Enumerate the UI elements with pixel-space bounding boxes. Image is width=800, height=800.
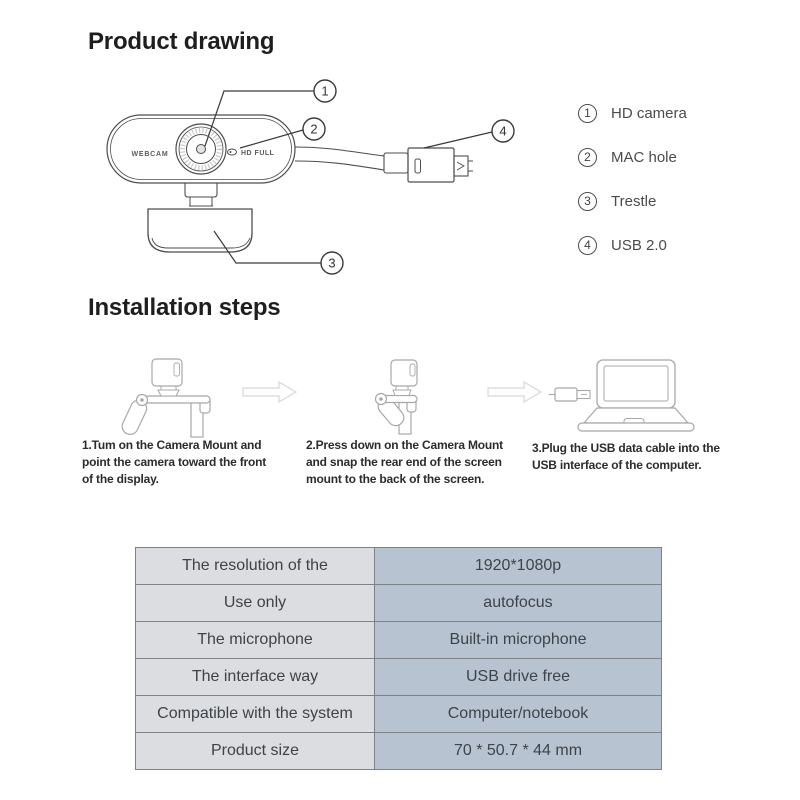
- webcam-trestle-inner-line: [152, 238, 250, 248]
- legend-number-badge: 2: [578, 148, 597, 167]
- arrow-right-icon: [243, 382, 296, 402]
- webcam-brand-label: WEBCAM: [131, 151, 169, 158]
- caption-line: 2.Press down on the Camera Mount: [306, 438, 503, 452]
- product-drawing-heading: Product drawing: [88, 28, 275, 55]
- spec-value: 1920*1080p: [375, 548, 662, 585]
- legend-number-badge: 4: [578, 236, 597, 255]
- caption-line: mount to the back of the screen.: [306, 472, 485, 486]
- legend-number-badge: 3: [578, 192, 597, 211]
- table-row: [136, 659, 662, 696]
- spec-table: [135, 547, 662, 770]
- webcam-neck: [185, 183, 217, 197]
- webcam-drawing: [107, 115, 473, 252]
- legend-item-hd-camera: [578, 103, 687, 123]
- spec-label: Product size: [136, 733, 375, 770]
- step2-illustration: [375, 360, 417, 434]
- caption-line: and snap the rear end of the screen: [306, 455, 502, 469]
- usb-plug-icon: [549, 388, 590, 401]
- legend-label: MAC hole: [611, 148, 677, 166]
- laptop-icon: [578, 360, 694, 431]
- step3-caption: [532, 440, 758, 474]
- spec-value: USB drive free: [375, 659, 662, 696]
- caption-line: 1.Tum on the Camera Mount and: [82, 438, 262, 452]
- spec-value: 70 * 50.7 * 44 mm: [375, 733, 662, 770]
- spec-label: Compatible with the system: [136, 696, 375, 733]
- caption-line: point the camera toward the front: [82, 455, 267, 469]
- callout-1-number: 1: [321, 83, 329, 99]
- spec-label: Use only: [136, 585, 375, 622]
- webcam-lens: [176, 124, 226, 174]
- step3-illustration: [549, 360, 694, 431]
- arrow-right-icon: [488, 382, 541, 402]
- table-row: [136, 696, 662, 733]
- legend-item-trestle: [578, 191, 687, 211]
- caption-line: of the display.: [82, 472, 159, 486]
- lens-aperture: [197, 145, 206, 154]
- legend-number-badge: 1: [578, 104, 597, 123]
- step1-caption: [82, 437, 304, 488]
- step2-caption: [306, 437, 532, 488]
- parts-legend: [578, 103, 687, 279]
- installation-steps-heading: Installation steps: [88, 294, 281, 321]
- table-row: [136, 585, 662, 622]
- spec-label: The microphone: [136, 622, 375, 659]
- callout-4-number: 4: [499, 123, 507, 139]
- spec-value: autofocus: [375, 585, 662, 622]
- usb-slot: [415, 159, 421, 173]
- legend-label: HD camera: [611, 104, 687, 122]
- spec-label: The resolution of the: [136, 548, 375, 585]
- caption-line: 3.Plug the USB data cable into the: [532, 441, 720, 455]
- table-row: [136, 622, 662, 659]
- legend-item-usb: [578, 235, 687, 255]
- usb-connector-drawing: [295, 147, 473, 182]
- spec-value: Computer/notebook: [375, 696, 662, 733]
- callout-3-number: 3: [328, 255, 336, 271]
- table-row: [136, 733, 662, 770]
- webcam-hd-full-label: HD FULL: [241, 150, 275, 157]
- spec-label: The interface way: [136, 659, 375, 696]
- callout-2-number: 2: [310, 121, 318, 137]
- legend-item-mac-hole: [578, 147, 687, 167]
- legend-label: Trestle: [611, 192, 657, 210]
- step1-illustration: [120, 359, 210, 437]
- spec-value: Built-in microphone: [375, 622, 662, 659]
- legend-label: USB 2.0: [611, 236, 667, 254]
- caption-line: USB interface of the computer.: [532, 458, 702, 472]
- webcam-trestle: [148, 209, 252, 252]
- mic-hole-icon: [228, 149, 237, 155]
- table-row: [136, 548, 662, 585]
- webcam-neck-flange: [189, 197, 213, 206]
